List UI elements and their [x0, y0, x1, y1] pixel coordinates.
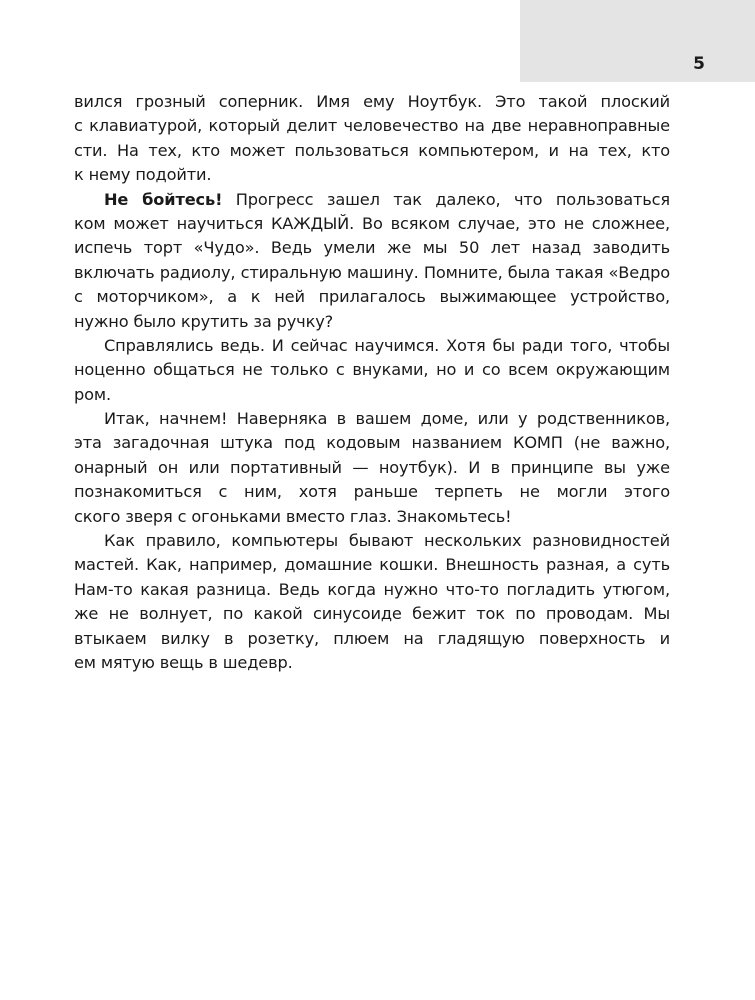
text-line: ского зверя с огоньками вместо глаз. Знакомьтесь! [74, 506, 512, 526]
text-line: вился грозный соперник. Имя ему Ноутбук. Это такой плоский [74, 92, 670, 111]
text-line: Нам-то какая разница. Ведь когда нужно что-то погладить утюгом, [74, 579, 670, 599]
page-number-tab [520, 0, 755, 82]
bold-lead: Не бойтесь! [104, 189, 223, 209]
text-line: нужно было крутить за ручку? [74, 311, 334, 331]
text-line: мастей. Как, например, домашние кошки. Внешность разная, а суть [74, 555, 670, 575]
text-line: эта загадочная штука под кодовым названием КОМП (не важно, [74, 433, 670, 453]
text-line: к нему подойти. [74, 165, 212, 185]
page-number: 5 [693, 54, 705, 74]
text-line: ром. [74, 384, 111, 404]
text-line: Итак, начнем! Наверняка в вашем доме, или у родственников, [104, 409, 670, 429]
text-line: же не волнует, по какой синусоиде бежит ток по проводам. Мы [74, 604, 670, 624]
text-line: втыкаем вилку в розетку, плюем на гладящую поверхность и [74, 628, 670, 648]
text-line-with-bold-lead [74, 188, 670, 212]
text-line: с моторчиком», а к ней прилагалось выжимающее устройство, [74, 287, 670, 307]
text-line: Как правило, компьютеры бывают нескольких разновидностей [104, 531, 670, 551]
body-text [74, 90, 670, 675]
text-line: ноценно общаться не только с внуками, но и со всем окружающим [74, 360, 670, 380]
text-line: ем мятую вещь в шедевр. [74, 652, 293, 672]
text-line: ком может научиться КАЖДЫЙ. Во всяком случае, это не сложнее, [74, 213, 670, 233]
text-line: испечь торт «Чудо». Ведь умели же мы 50 лет назад заводить [74, 238, 670, 258]
text-line: онарный он или портативный — ноутбук). И в принципе вы уже [74, 457, 670, 477]
text-run: Прогресс зашел так далеко, что пользоваться [235, 189, 670, 209]
text-line: включать радиолу, стиральную машину. Помните, была такая «Ведро [74, 262, 670, 282]
text-line: познакомиться с ним, хотя раньше терпеть не могли этого [74, 482, 670, 502]
text-line: сти. На тех, кто может пользоваться компьютером, и на тех, кто [74, 140, 670, 160]
text-line: Справлялись ведь. И сейчас научимся. Хотя бы ради того, чтобы [104, 335, 670, 355]
text-line: с клавиатурой, который делит человечество на две неравноправные [74, 116, 670, 136]
